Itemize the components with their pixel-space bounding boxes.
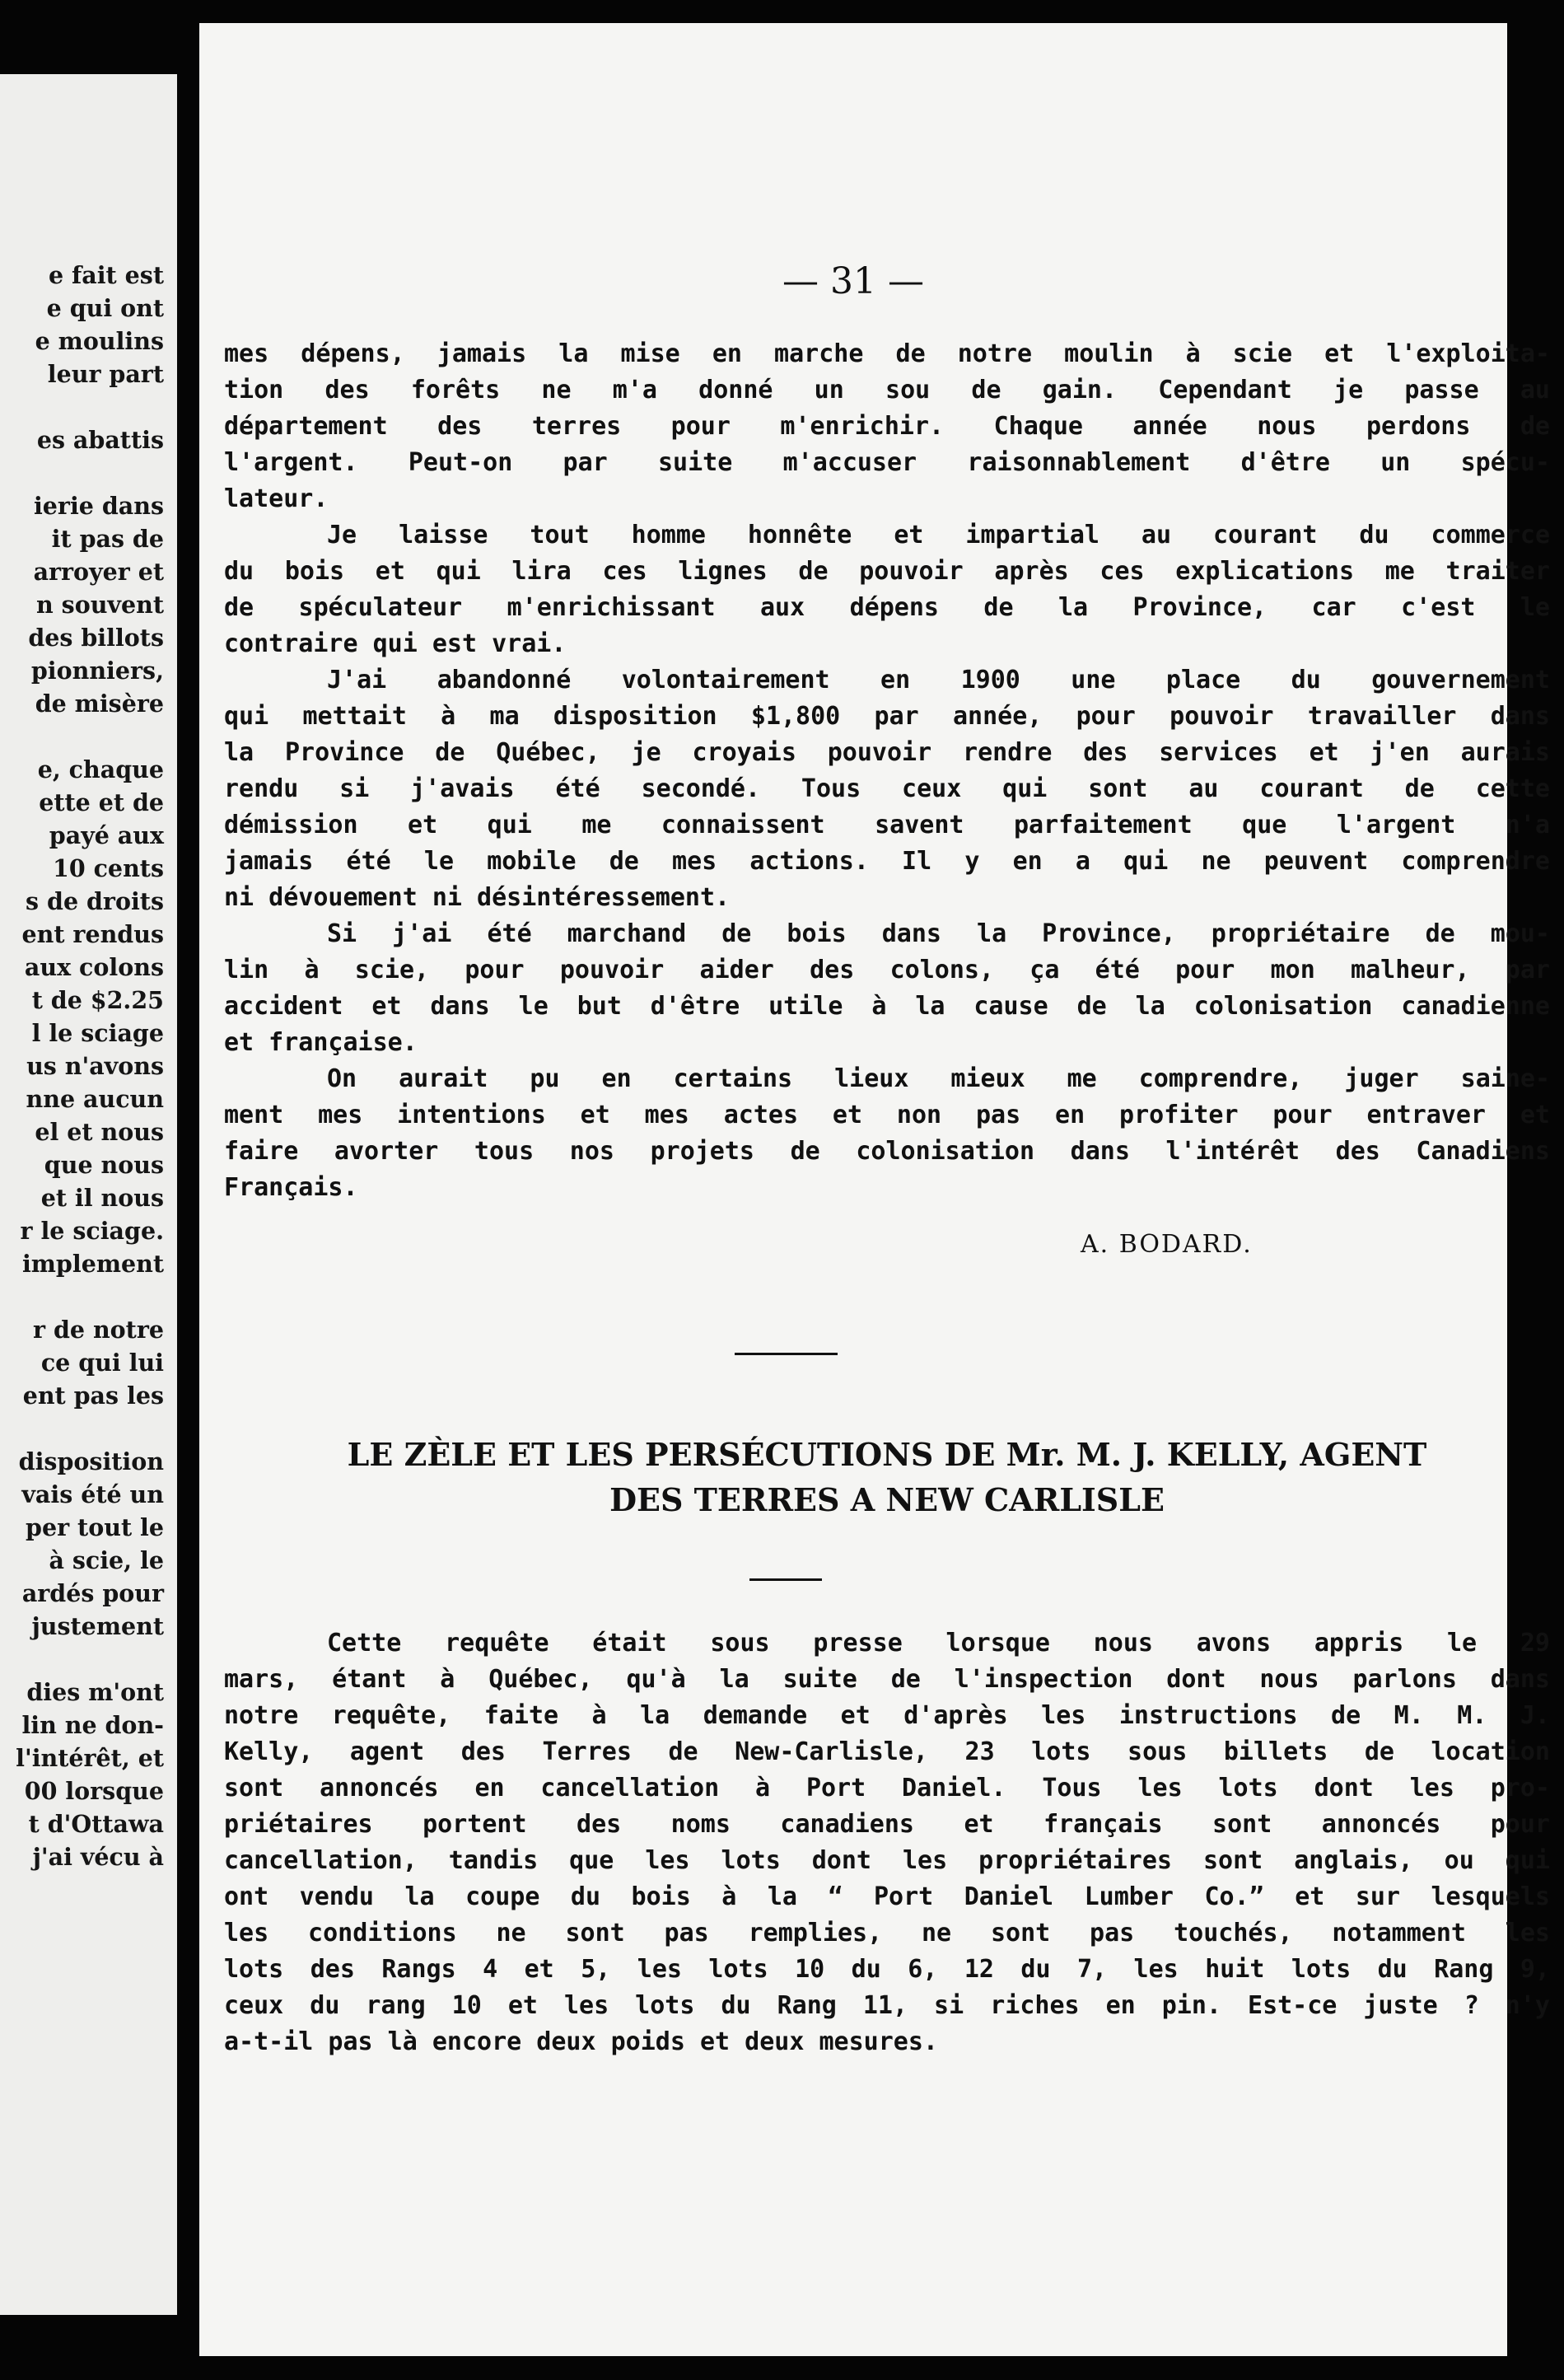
letter-line: accident et dans le but d'être utile à la cause de la colonisation canadienne (224, 992, 1550, 1021)
letter-line: ni dévouement ni désintéressement. (224, 883, 731, 912)
facing-page-line: de misère (35, 690, 164, 718)
facing-page-line: e qui ont (46, 294, 164, 322)
article-line: cancellation, tandis que les lots dont les propriétaires sont anglais, ou qui (224, 1846, 1550, 1875)
signature: A. BODARD. (1081, 1230, 1253, 1259)
facing-page-line: r le sciage. (20, 1217, 164, 1245)
facing-page-line: t de $2.25 (31, 986, 164, 1014)
page-number: — 31 — (782, 260, 924, 302)
letter-line: mes dépens, jamais la mise en marche de notre moulin à scie et l'exploita- (224, 339, 1550, 368)
facing-page-line: ierie dans (33, 492, 164, 520)
facing-page-line: que nous (44, 1151, 164, 1179)
facing-page-line: 10 cents (53, 854, 164, 882)
facing-page-line: aux colons (24, 953, 164, 981)
letter-line: Je laisse tout homme honnête et impartial au courant du commerce (327, 521, 1550, 549)
page-gutter (177, 0, 199, 2380)
section-rule-bottom (749, 1578, 822, 1581)
article-line: a-t-il pas là encore deux poids et deux mesures. (224, 2027, 938, 2056)
letter-line: l'argent. Peut-on par suite m'accuser raisonnablement d'être un spécu- (224, 448, 1550, 477)
facing-page-line: r de notre (33, 1316, 164, 1344)
facing-page-line: ent rendus (21, 920, 164, 948)
facing-page-line: et il nous (40, 1184, 164, 1212)
facing-page-line: per tout le (26, 1513, 164, 1541)
facing-page-line: s de droits (26, 887, 164, 915)
facing-page-line: disposition (18, 1447, 164, 1475)
article-line: Cette requête était sous presse lorsque nous avons appris le 29 (327, 1629, 1550, 1658)
facing-page-line: ce qui lui (40, 1349, 164, 1377)
letter-line: rendu si j'avais été secondé. Tous ceux qui sont au courant de cette (224, 774, 1550, 803)
article-line: les conditions ne sont pas remplies, ne sont pas touchés, notamment les (224, 1919, 1550, 1947)
facing-page-line: ardés pour (21, 1579, 164, 1607)
letter-line: lateur. (224, 484, 329, 513)
article-line: lots des Rangs 4 et 5, les lots 10 du 6, 12 du 7, les huit lots du Rang 9, (224, 1955, 1550, 1984)
facing-page-line: justement (31, 1612, 164, 1640)
letter-line: démission et qui me connaissent savent parfaitement que l'argent n'a (224, 811, 1550, 839)
facing-page-line: l le sciage (31, 1019, 164, 1047)
article-line: ceux du rang 10 et les lots du Rang 11, si riches en pin. Est-ce juste ? n'y (224, 1991, 1550, 2020)
facing-page-line: it pas de (51, 525, 164, 553)
facing-page-line: n souvent (36, 591, 164, 619)
facing-page-line: à scie, le (49, 1546, 164, 1574)
facing-page-line: implement (21, 1250, 164, 1278)
article-title-line1: LE ZÈLE ET LES PERSÉCUTIONS DE Mr. M. J. KELLY, AGENT (347, 1436, 1427, 1473)
facing-page-line: nne aucun (26, 1085, 164, 1113)
document-page (199, 23, 1550, 2356)
facing-page-line: dies m'ont (26, 1678, 164, 1706)
letter-line: Français. (224, 1173, 358, 1202)
article-title-line2: DES TERRES A NEW CARLISLE (609, 1481, 1165, 1518)
article-line: notre requête, faite à la demande et d'après les instructions de M. M. J. (224, 1701, 1550, 1730)
facing-page-line: des billots (28, 624, 164, 652)
article-line: Kelly, agent des Terres de New-Carlisle, 23 lots sous billets de location (224, 1737, 1550, 1766)
letter-line: département des terres pour m'enrichir. Chaque année nous perdons de (224, 412, 1550, 441)
article-line: mars, étant à Québec, qu'à la suite de l'inspection dont nous parlons dans (224, 1665, 1550, 1694)
facing-page-line: e moulins (35, 327, 164, 355)
letter-line: On aurait pu en certains lieux mieux me comprendre, juger saine- (327, 1064, 1550, 1093)
letter-line: du bois et qui lira ces lignes de pouvoir après ces explications me traiter (224, 557, 1550, 586)
letter-line: J'ai abandonné volontairement en 1900 une place du gouvernement (327, 666, 1550, 694)
facing-page-line: t d'Ottawa (28, 1810, 164, 1838)
letter-line: jamais été le mobile de mes actions. Il y en a qui ne peuvent comprendre (224, 847, 1550, 876)
facing-page-line: e, chaque (37, 755, 164, 783)
section-rule-top (735, 1353, 838, 1355)
facing-page-line: e fait est (48, 261, 164, 289)
letter-line: Si j'ai été marchand de bois dans la Province, propriétaire de mou- (327, 919, 1550, 948)
facing-page-line: pionniers, (30, 657, 164, 685)
letter-line: tion des forêts ne m'a donné un sou de gain. Cependant je passe au (224, 376, 1550, 404)
facing-page-line: el et nous (35, 1118, 164, 1146)
facing-page-line: vais été un (21, 1480, 164, 1508)
facing-page-fragment (0, 74, 177, 2315)
facing-page-line: l'intérêt, et (16, 1744, 164, 1772)
article-line: ont vendu la coupe du bois à la “ Port Daniel Lumber Co.” et sur lesquels (224, 1882, 1550, 1911)
facing-page-line: arroyer et (33, 558, 164, 586)
letter-line: qui mettait à ma disposition $1,800 par année, pour pouvoir travailler dans (224, 702, 1550, 731)
facing-page-line: 00 lorsque (24, 1777, 164, 1805)
facing-page-line: us n'avons (26, 1052, 164, 1080)
article-line: sont annoncés en cancellation à Port Daniel. Tous les lots dont les pro- (224, 1774, 1550, 1803)
letter-line: contraire qui est vrai. (224, 629, 567, 658)
letter-line: et française. (224, 1028, 418, 1057)
letter-line: la Province de Québec, je croyais pouvoir rendre des services et j'en aurais (224, 738, 1550, 767)
facing-page-line: es abattis (36, 426, 164, 454)
letter-line: ment mes intentions et mes actes et non pas en profiter pour entraver et (224, 1101, 1550, 1129)
facing-page-line: lin ne don- (21, 1711, 164, 1739)
facing-page-line: leur part (47, 360, 164, 388)
letter-line: de spéculateur m'enrichissant aux dépens de la Province, car c'est le (224, 593, 1550, 622)
letter-line: faire avorter tous nos projets de colonisation dans l'intérêt des Canadiens (224, 1137, 1550, 1166)
facing-page-line: ette et de (39, 788, 164, 816)
facing-page-line: j'ai vécu à (32, 1843, 164, 1871)
article-line: priétaires portent des noms canadiens et français sont annoncés pour (224, 1810, 1550, 1839)
facing-page-line: payé aux (49, 821, 164, 849)
letter-line: lin à scie, pour pouvoir aider des colons, ça été pour mon malheur, par (224, 956, 1550, 984)
facing-page-line: ent pas les (22, 1382, 164, 1410)
